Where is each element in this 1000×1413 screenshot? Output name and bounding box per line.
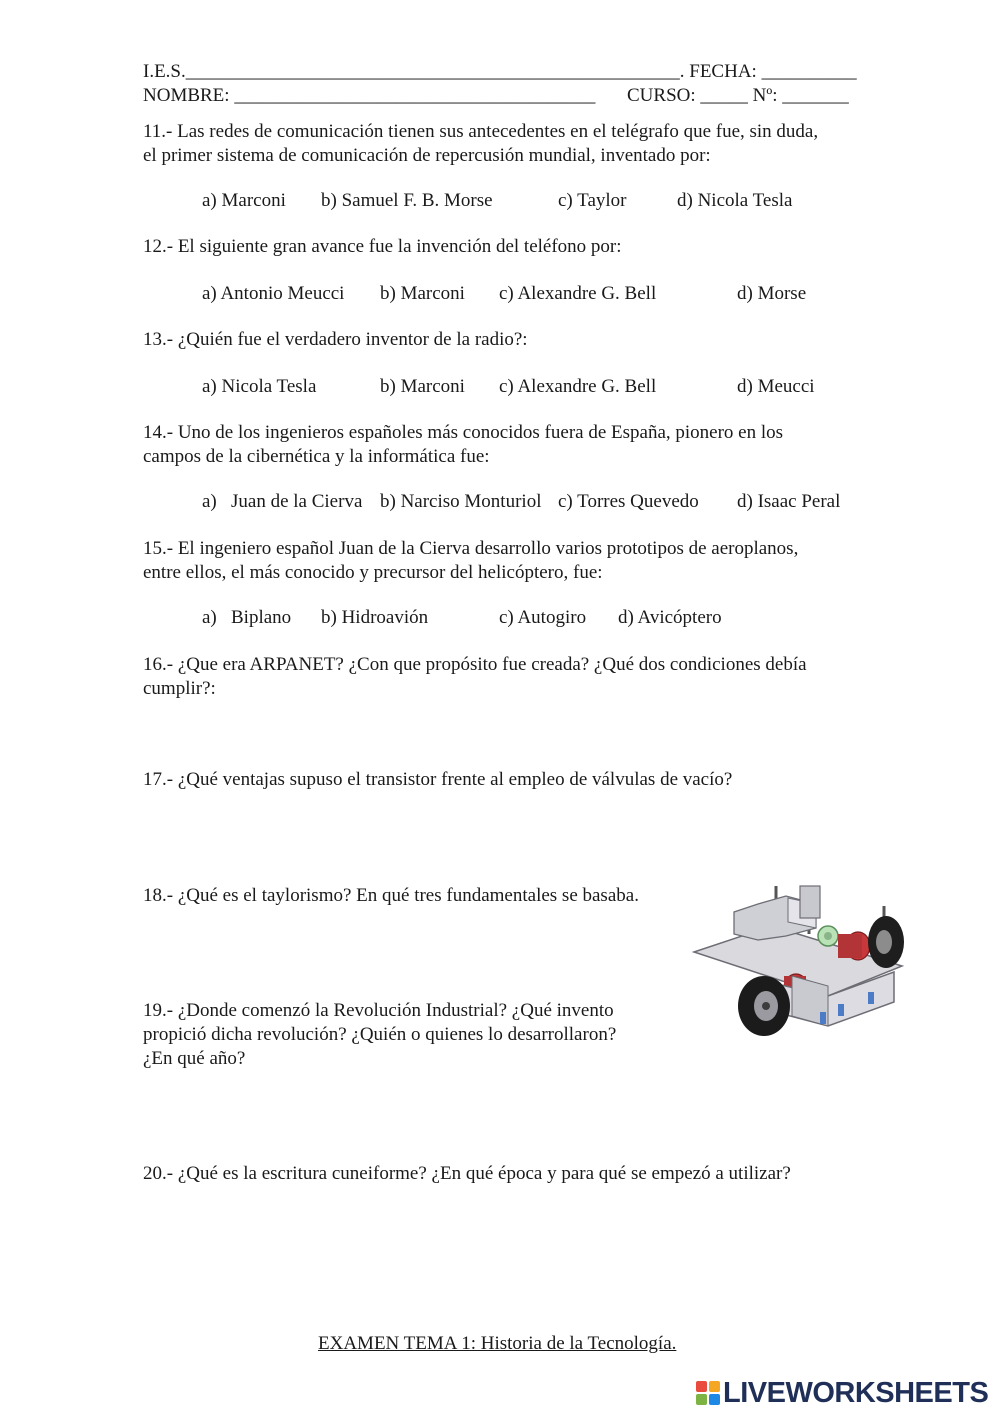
question-19-line-2: propició dicha revolución? ¿Quién o quienes lo desarrollaron?	[143, 1024, 617, 1045]
q12-option-a: a) Antonio Meucci	[202, 283, 345, 304]
question-19-line-3: ¿En qué año?	[143, 1048, 246, 1069]
liveworksheets-logo-text: LIVEWORKSHEETS	[723, 1377, 989, 1409]
q15-option-d: d) Avicóptero	[618, 607, 722, 628]
question-20-line-1: 20.- ¿Qué es la escritura cuneiforme? ¿En qué época y para qué se empezó a utilizar?	[143, 1163, 791, 1184]
question-13-line-1: 13.- ¿Quién fue el verdadero inventor de la radio?:	[143, 329, 528, 350]
question-15-line-2: entre ellos, el más conocido y precursor del helicóptero, fue:	[143, 562, 603, 583]
liveworksheets-logo-icon	[696, 1381, 720, 1405]
exam-footer-title: EXAMEN TEMA 1: Historia de la Tecnología.	[318, 1333, 677, 1354]
q14-option-c: c) Torres Quevedo	[558, 491, 699, 512]
q13-option-d: d) Meucci	[737, 376, 815, 397]
question-11-line-2: el primer sistema de comunicación de repercusión mundial, inventado por:	[143, 145, 711, 166]
q11-option-d: d) Nicola Tesla	[677, 190, 793, 211]
q14-option-a: a) Juan de la Cierva	[202, 491, 363, 512]
question-16-line-1: 16.- ¿Que era ARPANET? ¿Con que propósito fue creada? ¿Qué dos condiciones debía	[143, 654, 807, 675]
q13-option-c: c) Alexandre G. Bell	[499, 376, 657, 397]
question-14-line-2: campos de la cibernética y la informática fue:	[143, 446, 490, 467]
robot-car-illustration	[688, 876, 910, 1050]
question-12-line-1: 12.- El siguiente gran avance fue la invención del teléfono por:	[143, 236, 622, 257]
q13-option-a: a) Nicola Tesla	[202, 376, 317, 397]
q15-option-a: a) Biplano	[202, 607, 292, 628]
q11-option-b: b) Samuel F. B. Morse	[321, 190, 493, 211]
question-17-line-1: 17.- ¿Qué ventajas supuso el transistor frente al empleo de válvulas de vacío?	[143, 769, 733, 790]
q14-option-b: b) Narciso Monturiol	[380, 491, 542, 512]
q15-option-b: b) Hidroavión	[321, 607, 429, 628]
liveworksheets-logo	[696, 1378, 996, 1408]
q12-option-c: c) Alexandre G. Bell	[499, 283, 657, 304]
q11-option-a: a) Marconi	[202, 190, 286, 211]
question-19-line-1: 19.- ¿Donde comenzó la Revolución Industrial? ¿Qué invento	[143, 1000, 614, 1021]
question-16-line-2: cumplir?:	[143, 678, 216, 699]
q12-option-b: b) Marconi	[380, 283, 465, 304]
header-ies-fecha: I.E.S.____________________________________________________. FECHA: __________	[143, 61, 857, 82]
question-18-line-1: 18.- ¿Qué es el taylorismo? En qué tres fundamentales se basaba.	[143, 885, 639, 906]
question-15-line-1: 15.- El ingeniero español Juan de la Cierva desarrollo varios prototipos de aeroplanos,	[143, 538, 799, 559]
q11-option-c: c) Taylor	[558, 190, 627, 211]
q15-option-c: c) Autogiro	[499, 607, 587, 628]
q14-option-d: d) Isaac Peral	[737, 491, 841, 512]
question-14-line-1: 14.- Uno de los ingenieros españoles más conocidos fuera de España, pionero en los	[143, 422, 784, 443]
question-11-line-1: 11.- Las redes de comunicación tienen sus antecedentes en el telégrafo que fue, sin duda,	[143, 121, 819, 142]
header-curso: CURSO: _____ Nº: _______	[627, 85, 849, 106]
q12-option-d: d) Morse	[737, 283, 807, 304]
q13-option-b: b) Marconi	[380, 376, 465, 397]
header-nombre: NOMBRE: ______________________________________	[143, 85, 596, 106]
